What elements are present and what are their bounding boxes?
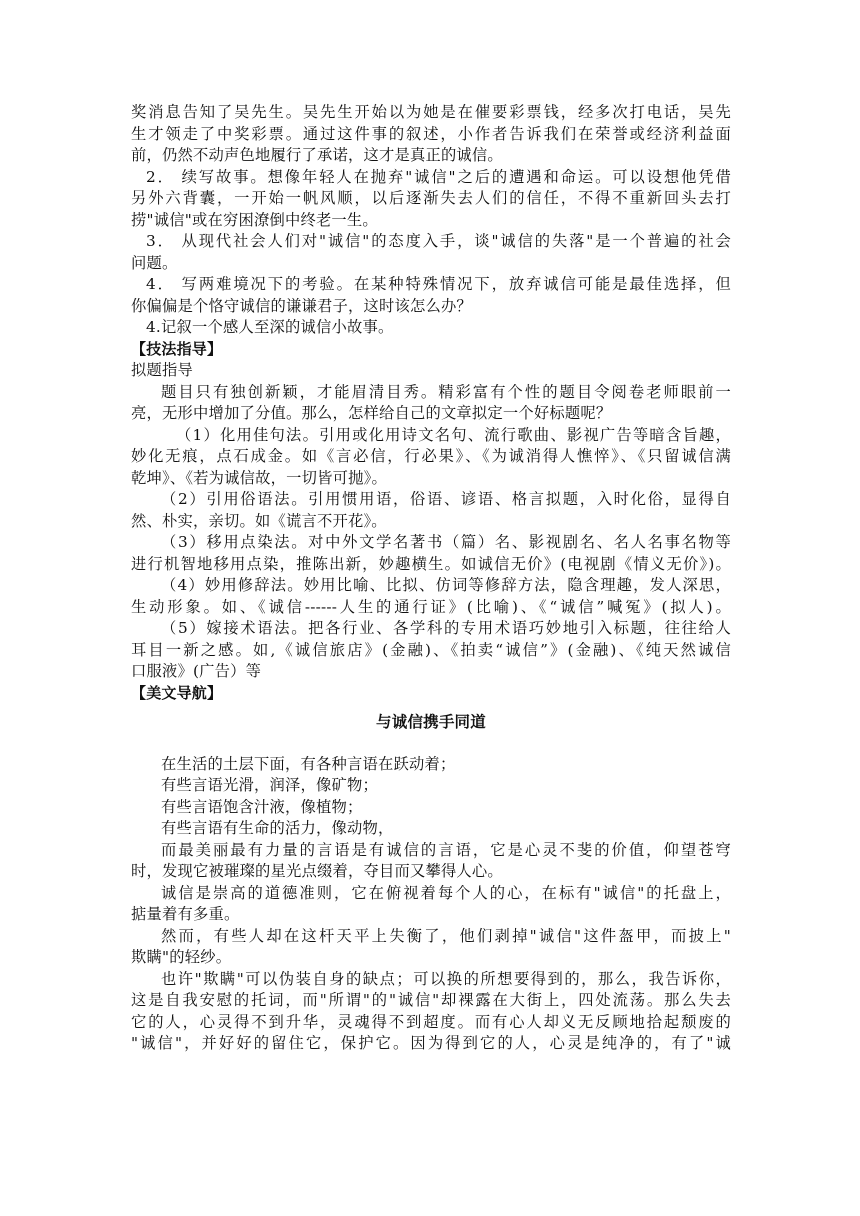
essay-line: 在生活的土层下面，有各种言语在跃动着； (161, 754, 456, 773)
text-line: 你偏偏是个恪守诚信的谦谦君子，这时该怎么办？ (131, 296, 472, 315)
essay-line: 掂量着有多重。 (131, 905, 240, 923)
text-line: 4.记叙一个感人至深的诚信小故事。 (146, 318, 394, 336)
text-line: 另外六背囊，一开始一帆风顺，以后逐渐失去人们的信任，不得不重新回头去打 (131, 189, 731, 207)
essay-line: 它的人，心灵得不到升华，灵魂得不到超度。而有心人却义无反顾地拾起颓废的 (131, 1012, 731, 1031)
text-line: 奖消息告知了吴先生。吴先生开始以为她是在催要彩票钱，经多次打电话，吴先 (131, 103, 731, 121)
text-line: 妙化无痕，点石成金。如《言必信，行必果》、《为诚消得人憔悴》、《只留诚信满 (131, 447, 731, 465)
text-line: 亮，无形中增加了分值。那么，怎样给自己的文章拟定一个好标题呢？ (131, 404, 612, 422)
text-line: 2． 续写故事。想像年轻人在抛弃"诚信"之后的遭遇和命运。可以设想他凭借 (146, 167, 731, 186)
section-heading-technique: 【技法指导】 (131, 339, 223, 358)
text-line: 乾坤》、《若为诚信故，一切皆可抛》。 (131, 468, 387, 487)
text-line: 问题。 (131, 253, 178, 272)
subheading: 拟题指导 (131, 361, 193, 379)
section-heading-essay: 【美文导航】 (131, 683, 223, 702)
essay-line: 有些言语光滑，润泽，像矿物； (161, 776, 378, 794)
text-line: （4）妙用修辞法。妙用比喻、比拟、仿词等修辞方法，隐含理趣，发人深思， (161, 576, 731, 594)
text-line: 生动形象。如、《诚信------人生的通行证》(比喻)、《“诚信”喊冤》(拟人)。 (131, 597, 731, 616)
essay-line: 这是自我安慰的托词，而"所谓"的"诚信"却裸露在大街上，四处流荡。那么失去 (131, 991, 731, 1009)
essay-line: "诚信"，并好好的留住它，保护它。因为得到它的人，心灵是纯净的，有了"诚 (131, 1034, 731, 1052)
text-line: 前，仍然不动声色地履行了承诺，这才是真正的诚信。 (131, 146, 503, 164)
essay-line: 有些言语有生命的活力，像动物， (161, 819, 394, 837)
essay-line: 诚信是崇高的道德准则，它在俯视着每个人的心，在标有"诚信"的托盘上， (161, 883, 731, 902)
essay-line: 时，发现它被璀璨的星光点缀着，夺目而又攀得人心。 (131, 862, 503, 880)
text-line: 捞"诚信"或在穷困潦倒中终老一生。 (131, 210, 378, 229)
text-line: 题目只有独创新颖，才能眉清目秀。精彩富有个性的题目令阅卷老师眼前一 (161, 382, 731, 401)
text-line: 3． 从现代社会人们对"诚信"的态度入手，谈"诚信的失落"是一个普遍的社会 (146, 232, 731, 250)
text-line: 然、朴实，亲切。如《谎言不开花》。 (131, 511, 387, 530)
text-line: （3）移用点染法。对中外文学名著书（篇）名、影视剧名、名人名事名物等 (161, 533, 731, 551)
text-line: 生才领走了中奖彩票。通过这件事的叙述，小作者告诉我们在荣誉或经济利益面 (131, 124, 731, 143)
text-line: （2）引用俗语法。引用惯用语，俗语、谚语、格言拟题，入时化俗，显得自 (161, 490, 731, 508)
text-line: 4． 写两难境况下的考验。在某种特殊情况下，放弃诚信可能是最佳选择，但 (146, 275, 731, 293)
text-line: （5）嫁接术语法。把各行业、各学科的专用术语巧妙地引入标题，往往给人 (161, 619, 731, 637)
essay-title: 与诚信携手同道 (376, 713, 486, 731)
text-line: （1）化用佳句法。引用或化用诗文名句、流行歌曲、影视广告等暗含旨趣， (176, 425, 731, 444)
essay-line: 然而，有些人却在这杆天平上失衡了，他们剥掉"诚信"这件盔甲，而披上" (161, 926, 731, 945)
text-line: 耳目一新之感。如,《诚信旅店》(金融)、《拍卖“诚信”》(金融)、《纯天然诚信 (131, 640, 731, 659)
essay-line: 也许"欺瞒"可以伪装自身的缺点；可以换的所想要得到的，那么，我告诉你， (161, 969, 731, 988)
text-line: 进行机智地移用点染，推陈出新，妙趣横生。如诚信无价》(电视剧《情义无价》)。 (131, 554, 731, 573)
document-page (131, 102, 731, 1055)
essay-line: 而最美丽最有力量的言语是有诚信的言语，它是心灵不斐的价值，仰望苍穹 (161, 840, 731, 859)
essay-line: 有些言语饱含汁液，像植物； (161, 797, 363, 816)
essay-line: 欺瞒"的轻纱。 (131, 948, 232, 966)
text-line: 口服液》(广告）等 (131, 662, 262, 680)
